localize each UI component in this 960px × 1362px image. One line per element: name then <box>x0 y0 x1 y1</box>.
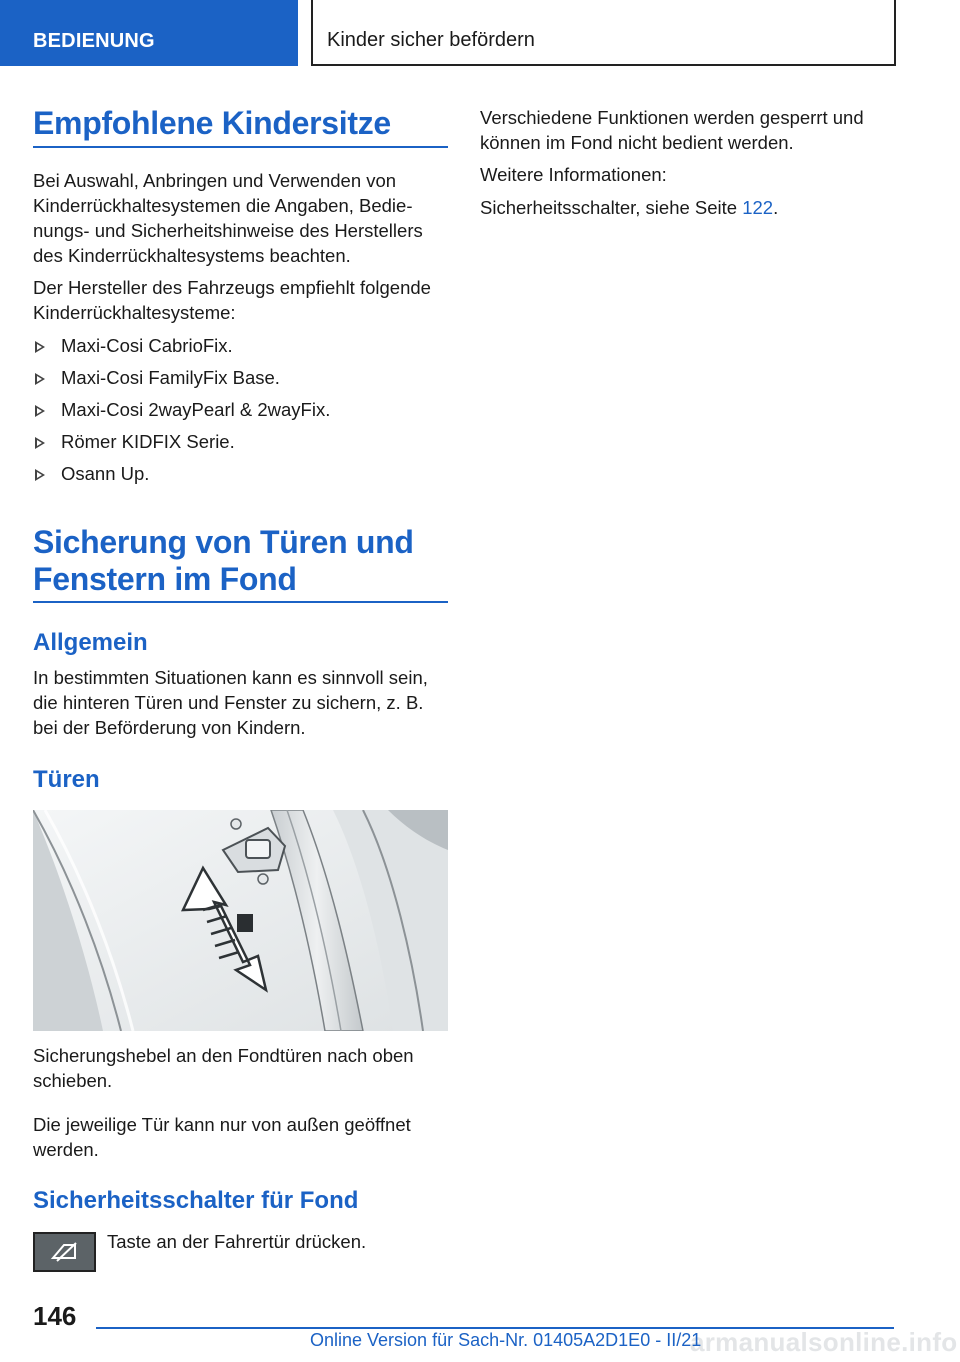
bullet-triangle-icon <box>35 405 45 417</box>
bullet-triangle-icon <box>35 373 45 385</box>
page-reference-link[interactable]: 122 <box>742 197 774 218</box>
list-item: Römer KIDFIX Serie. <box>33 429 448 461</box>
paragraph-door-outside-only: Die jeweilige Tür kann nur von außen geöffnet werden. <box>33 1114 411 1160</box>
heading-doors: Türen <box>33 766 100 793</box>
door-lock-drawing <box>33 810 448 1031</box>
list-item: Osann Up. <box>33 461 448 493</box>
paragraph-general: In bestimmten Situationen kann es sinnvoll sein, die hinteren Türen und Fenster zu sichern, z. B. bei der Beförderung von Kindern. <box>33 667 428 738</box>
bullet-triangle-icon <box>35 469 45 481</box>
seat-list <box>33 333 448 493</box>
bullet-triangle-icon <box>35 437 45 449</box>
heading-safety-switch: Sicherheitsschalter für Fond <box>33 1187 359 1214</box>
bullet-triangle-icon <box>35 341 45 353</box>
door-lock-illustration <box>33 810 448 1031</box>
watermark: armanualsonline.info <box>690 1327 958 1357</box>
heading-general: Allgemein <box>33 629 148 656</box>
heading-rule <box>33 601 448 603</box>
heading-rule <box>33 146 448 148</box>
footer-online-version: Online Version für Sach-Nr. 01405A2D1E0 - II/21 <box>310 1330 702 1350</box>
paragraph-press-driver-button: Taste an der Fahrertür drücken. <box>107 1231 367 1252</box>
list-item: Maxi-Cosi FamilyFix Base. <box>33 365 448 397</box>
section-tab: BEDIENUNG <box>0 0 298 66</box>
list-item: Maxi-Cosi CabrioFix. <box>33 333 448 365</box>
list-item: Maxi-Cosi 2wayPearl & 2wayFix. <box>33 397 448 429</box>
window-lock-icon <box>35 1234 94 1270</box>
paragraph-more-info: Weitere Informationen: <box>480 164 667 185</box>
paragraph-push-lever: Sicherungshebel an den Fondtüren nach oben schieben. <box>33 1045 414 1091</box>
heading-securing-doors-windows: Sicherung von Türen und Fenstern im Fond <box>33 524 414 597</box>
page-number: 146 <box>33 1301 77 1331</box>
paragraph-see-page: Sicherheitsschalter, siehe Seite 122. <box>480 197 779 218</box>
paragraph-manufacturer-recommends: Der Hersteller des Fahrzeugs empfiehlt folgende Kinderrückhaltesysteme: <box>33 277 431 323</box>
heading-recommended-child-seats: Empfohlene Kindersitze <box>33 105 391 141</box>
window-lock-button-icon <box>33 1232 96 1272</box>
paragraph-seat-instructions: Bei Auswahl, Anbringen und Verwenden von Kinderrückhaltesystemen die Angaben, Bedienungs- und Sicherheitshinweise des Herstellers des Kinderrückhaltesystems beachten. <box>33 170 423 266</box>
chapter-title: Kinder sicher befördern <box>311 0 896 66</box>
paragraph-functions-locked: Verschiedene Funktionen werden gesperrt und können im Fond nicht bedient werden. <box>480 107 864 153</box>
